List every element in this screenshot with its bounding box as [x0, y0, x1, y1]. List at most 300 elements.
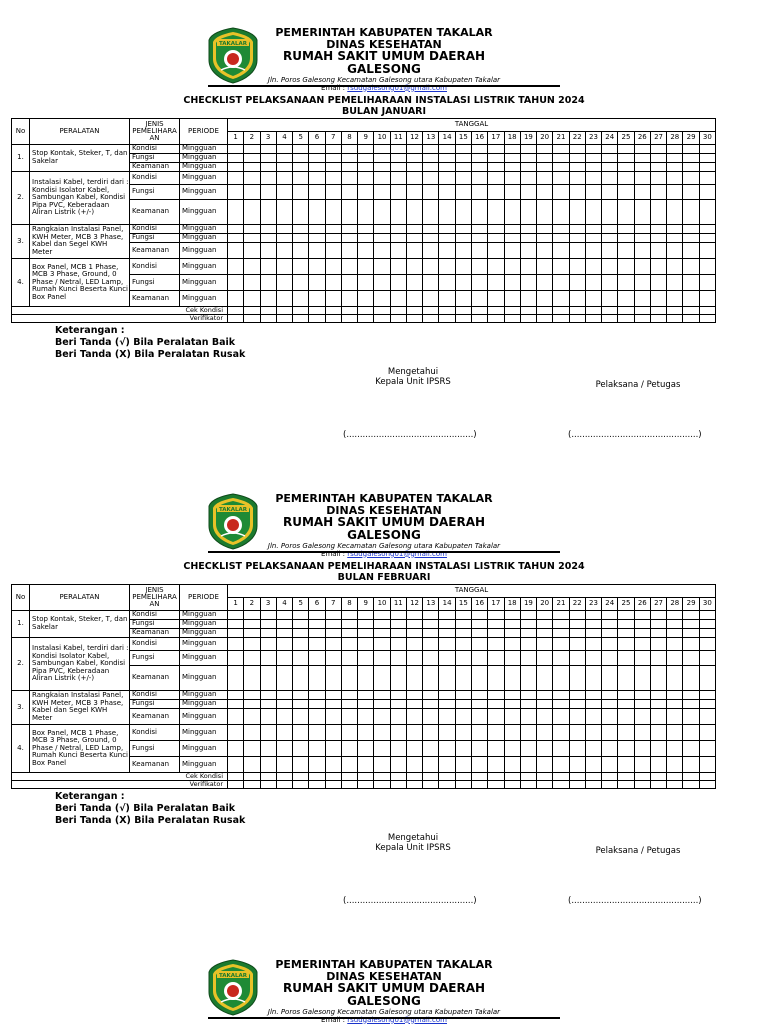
check-cell[interactable] — [699, 610, 715, 619]
check-cell[interactable] — [553, 637, 569, 650]
check-cell[interactable] — [228, 274, 244, 290]
check-cell[interactable] — [244, 699, 260, 708]
check-cell[interactable] — [699, 144, 715, 153]
check-cell[interactable] — [276, 724, 292, 740]
summary-cell[interactable] — [667, 772, 683, 780]
summary-cell[interactable] — [569, 772, 585, 780]
check-cell[interactable] — [618, 628, 634, 637]
check-cell[interactable] — [406, 637, 422, 650]
summary-cell[interactable] — [244, 306, 260, 314]
check-cell[interactable] — [585, 708, 601, 724]
check-cell[interactable] — [260, 724, 276, 740]
check-cell[interactable] — [228, 199, 244, 224]
check-cell[interactable] — [358, 740, 374, 756]
summary-cell[interactable] — [683, 306, 699, 314]
check-cell[interactable] — [585, 665, 601, 690]
check-cell[interactable] — [325, 233, 341, 242]
check-cell[interactable] — [439, 690, 455, 699]
check-cell[interactable] — [406, 650, 422, 665]
summary-cell[interactable] — [520, 772, 536, 780]
check-cell[interactable] — [488, 699, 504, 708]
check-cell[interactable] — [618, 242, 634, 258]
check-cell[interactable] — [699, 171, 715, 184]
check-cell[interactable] — [520, 199, 536, 224]
check-cell[interactable] — [520, 162, 536, 171]
check-cell[interactable] — [618, 708, 634, 724]
check-cell[interactable] — [390, 690, 406, 699]
check-cell[interactable] — [455, 290, 471, 306]
check-cell[interactable] — [634, 242, 650, 258]
check-cell[interactable] — [569, 224, 585, 233]
check-cell[interactable] — [699, 619, 715, 628]
check-cell[interactable] — [650, 650, 666, 665]
check-cell[interactable] — [423, 162, 439, 171]
check-cell[interactable] — [520, 274, 536, 290]
check-cell[interactable] — [504, 628, 520, 637]
check-cell[interactable] — [618, 153, 634, 162]
check-cell[interactable] — [439, 756, 455, 772]
check-cell[interactable] — [667, 699, 683, 708]
check-cell[interactable] — [228, 162, 244, 171]
check-cell[interactable] — [406, 184, 422, 199]
check-cell[interactable] — [667, 619, 683, 628]
check-cell[interactable] — [504, 242, 520, 258]
summary-cell[interactable] — [488, 772, 504, 780]
summary-cell[interactable] — [244, 772, 260, 780]
check-cell[interactable] — [585, 144, 601, 153]
check-cell[interactable] — [423, 184, 439, 199]
check-cell[interactable] — [276, 637, 292, 650]
check-cell[interactable] — [488, 724, 504, 740]
summary-cell[interactable] — [341, 772, 357, 780]
check-cell[interactable] — [341, 610, 357, 619]
check-cell[interactable] — [244, 619, 260, 628]
check-cell[interactable] — [325, 619, 341, 628]
check-cell[interactable] — [325, 637, 341, 650]
check-cell[interactable] — [537, 290, 553, 306]
check-cell[interactable] — [553, 224, 569, 233]
check-cell[interactable] — [341, 171, 357, 184]
check-cell[interactable] — [309, 708, 325, 724]
check-cell[interactable] — [260, 699, 276, 708]
check-cell[interactable] — [667, 274, 683, 290]
summary-cell[interactable] — [537, 306, 553, 314]
check-cell[interactable] — [569, 233, 585, 242]
summary-cell[interactable] — [423, 314, 439, 322]
check-cell[interactable] — [569, 637, 585, 650]
summary-cell[interactable] — [618, 314, 634, 322]
summary-cell[interactable] — [374, 780, 390, 788]
summary-cell[interactable] — [406, 772, 422, 780]
check-cell[interactable] — [439, 199, 455, 224]
check-cell[interactable] — [667, 628, 683, 637]
check-cell[interactable] — [634, 274, 650, 290]
check-cell[interactable] — [699, 740, 715, 756]
summary-cell[interactable] — [276, 306, 292, 314]
check-cell[interactable] — [341, 637, 357, 650]
check-cell[interactable] — [325, 740, 341, 756]
check-cell[interactable] — [634, 637, 650, 650]
check-cell[interactable] — [260, 690, 276, 699]
check-cell[interactable] — [667, 690, 683, 699]
check-cell[interactable] — [260, 610, 276, 619]
summary-cell[interactable] — [553, 772, 569, 780]
check-cell[interactable] — [228, 637, 244, 650]
check-cell[interactable] — [293, 162, 309, 171]
check-cell[interactable] — [602, 650, 618, 665]
check-cell[interactable] — [699, 242, 715, 258]
check-cell[interactable] — [553, 274, 569, 290]
check-cell[interactable] — [553, 690, 569, 699]
check-cell[interactable] — [569, 199, 585, 224]
check-cell[interactable] — [667, 144, 683, 153]
check-cell[interactable] — [325, 610, 341, 619]
check-cell[interactable] — [520, 258, 536, 274]
check-cell[interactable] — [585, 199, 601, 224]
check-cell[interactable] — [325, 184, 341, 199]
check-cell[interactable] — [683, 199, 699, 224]
check-cell[interactable] — [439, 242, 455, 258]
check-cell[interactable] — [520, 740, 536, 756]
check-cell[interactable] — [390, 290, 406, 306]
check-cell[interactable] — [244, 153, 260, 162]
check-cell[interactable] — [293, 610, 309, 619]
check-cell[interactable] — [618, 637, 634, 650]
check-cell[interactable] — [537, 610, 553, 619]
summary-cell[interactable] — [228, 772, 244, 780]
check-cell[interactable] — [455, 184, 471, 199]
check-cell[interactable] — [341, 274, 357, 290]
check-cell[interactable] — [244, 690, 260, 699]
check-cell[interactable] — [520, 756, 536, 772]
check-cell[interactable] — [699, 628, 715, 637]
check-cell[interactable] — [488, 628, 504, 637]
check-cell[interactable] — [667, 610, 683, 619]
check-cell[interactable] — [553, 610, 569, 619]
check-cell[interactable] — [618, 171, 634, 184]
summary-cell[interactable] — [390, 772, 406, 780]
check-cell[interactable] — [260, 162, 276, 171]
check-cell[interactable] — [455, 619, 471, 628]
check-cell[interactable] — [276, 242, 292, 258]
check-cell[interactable] — [699, 724, 715, 740]
summary-cell[interactable] — [569, 780, 585, 788]
check-cell[interactable] — [585, 242, 601, 258]
check-cell[interactable] — [602, 665, 618, 690]
check-cell[interactable] — [585, 153, 601, 162]
check-cell[interactable] — [585, 740, 601, 756]
check-cell[interactable] — [341, 242, 357, 258]
check-cell[interactable] — [228, 650, 244, 665]
summary-cell[interactable] — [309, 772, 325, 780]
check-cell[interactable] — [455, 242, 471, 258]
check-cell[interactable] — [585, 699, 601, 708]
check-cell[interactable] — [488, 258, 504, 274]
check-cell[interactable] — [504, 144, 520, 153]
check-cell[interactable] — [667, 233, 683, 242]
check-cell[interactable] — [569, 699, 585, 708]
check-cell[interactable] — [471, 199, 487, 224]
check-cell[interactable] — [504, 619, 520, 628]
check-cell[interactable] — [341, 699, 357, 708]
summary-cell[interactable] — [650, 780, 666, 788]
check-cell[interactable] — [667, 153, 683, 162]
check-cell[interactable] — [618, 610, 634, 619]
check-cell[interactable] — [650, 690, 666, 699]
check-cell[interactable] — [471, 756, 487, 772]
check-cell[interactable] — [471, 144, 487, 153]
check-cell[interactable] — [358, 184, 374, 199]
check-cell[interactable] — [325, 242, 341, 258]
check-cell[interactable] — [276, 224, 292, 233]
check-cell[interactable] — [520, 699, 536, 708]
summary-cell[interactable] — [439, 314, 455, 322]
check-cell[interactable] — [260, 708, 276, 724]
check-cell[interactable] — [244, 242, 260, 258]
check-cell[interactable] — [504, 233, 520, 242]
summary-cell[interactable] — [683, 780, 699, 788]
check-cell[interactable] — [667, 199, 683, 224]
check-cell[interactable] — [423, 699, 439, 708]
check-cell[interactable] — [537, 258, 553, 274]
check-cell[interactable] — [455, 258, 471, 274]
check-cell[interactable] — [488, 637, 504, 650]
summary-cell[interactable] — [618, 772, 634, 780]
check-cell[interactable] — [537, 619, 553, 628]
summary-cell[interactable] — [309, 780, 325, 788]
check-cell[interactable] — [260, 258, 276, 274]
check-cell[interactable] — [293, 699, 309, 708]
check-cell[interactable] — [439, 184, 455, 199]
check-cell[interactable] — [585, 184, 601, 199]
check-cell[interactable] — [455, 610, 471, 619]
check-cell[interactable] — [390, 184, 406, 199]
check-cell[interactable] — [276, 258, 292, 274]
check-cell[interactable] — [374, 199, 390, 224]
check-cell[interactable] — [309, 690, 325, 699]
check-cell[interactable] — [634, 199, 650, 224]
check-cell[interactable] — [602, 199, 618, 224]
check-cell[interactable] — [374, 699, 390, 708]
summary-cell[interactable] — [699, 780, 715, 788]
check-cell[interactable] — [293, 144, 309, 153]
check-cell[interactable] — [585, 628, 601, 637]
check-cell[interactable] — [244, 708, 260, 724]
summary-cell[interactable] — [602, 772, 618, 780]
check-cell[interactable] — [553, 233, 569, 242]
check-cell[interactable] — [423, 610, 439, 619]
check-cell[interactable] — [406, 144, 422, 153]
check-cell[interactable] — [276, 290, 292, 306]
summary-cell[interactable] — [634, 314, 650, 322]
check-cell[interactable] — [585, 690, 601, 699]
check-cell[interactable] — [406, 242, 422, 258]
check-cell[interactable] — [699, 708, 715, 724]
check-cell[interactable] — [553, 756, 569, 772]
check-cell[interactable] — [455, 233, 471, 242]
check-cell[interactable] — [244, 610, 260, 619]
check-cell[interactable] — [488, 740, 504, 756]
check-cell[interactable] — [553, 199, 569, 224]
check-cell[interactable] — [683, 162, 699, 171]
check-cell[interactable] — [683, 708, 699, 724]
check-cell[interactable] — [358, 242, 374, 258]
summary-cell[interactable] — [244, 314, 260, 322]
check-cell[interactable] — [406, 290, 422, 306]
summary-cell[interactable] — [650, 306, 666, 314]
check-cell[interactable] — [537, 242, 553, 258]
check-cell[interactable] — [423, 242, 439, 258]
check-cell[interactable] — [406, 162, 422, 171]
check-cell[interactable] — [667, 708, 683, 724]
check-cell[interactable] — [293, 153, 309, 162]
check-cell[interactable] — [423, 233, 439, 242]
check-cell[interactable] — [488, 619, 504, 628]
check-cell[interactable] — [423, 724, 439, 740]
check-cell[interactable] — [585, 637, 601, 650]
check-cell[interactable] — [358, 153, 374, 162]
check-cell[interactable] — [244, 171, 260, 184]
check-cell[interactable] — [341, 690, 357, 699]
check-cell[interactable] — [455, 637, 471, 650]
check-cell[interactable] — [520, 650, 536, 665]
check-cell[interactable] — [455, 224, 471, 233]
summary-cell[interactable] — [585, 772, 601, 780]
check-cell[interactable] — [650, 740, 666, 756]
check-cell[interactable] — [683, 756, 699, 772]
check-cell[interactable] — [439, 224, 455, 233]
check-cell[interactable] — [260, 650, 276, 665]
check-cell[interactable] — [683, 258, 699, 274]
check-cell[interactable] — [488, 290, 504, 306]
check-cell[interactable] — [520, 153, 536, 162]
check-cell[interactable] — [390, 144, 406, 153]
check-cell[interactable] — [341, 290, 357, 306]
summary-cell[interactable] — [650, 314, 666, 322]
check-cell[interactable] — [602, 153, 618, 162]
check-cell[interactable] — [439, 637, 455, 650]
summary-cell[interactable] — [650, 772, 666, 780]
check-cell[interactable] — [699, 690, 715, 699]
check-cell[interactable] — [471, 153, 487, 162]
check-cell[interactable] — [537, 650, 553, 665]
check-cell[interactable] — [325, 724, 341, 740]
check-cell[interactable] — [650, 708, 666, 724]
check-cell[interactable] — [309, 258, 325, 274]
check-cell[interactable] — [309, 650, 325, 665]
check-cell[interactable] — [602, 184, 618, 199]
check-cell[interactable] — [602, 690, 618, 699]
check-cell[interactable] — [228, 233, 244, 242]
check-cell[interactable] — [228, 724, 244, 740]
check-cell[interactable] — [455, 690, 471, 699]
check-cell[interactable] — [439, 740, 455, 756]
check-cell[interactable] — [390, 724, 406, 740]
summary-cell[interactable] — [325, 306, 341, 314]
check-cell[interactable] — [341, 619, 357, 628]
check-cell[interactable] — [358, 233, 374, 242]
check-cell[interactable] — [309, 199, 325, 224]
check-cell[interactable] — [471, 628, 487, 637]
check-cell[interactable] — [471, 274, 487, 290]
summary-cell[interactable] — [537, 772, 553, 780]
check-cell[interactable] — [520, 610, 536, 619]
check-cell[interactable] — [439, 171, 455, 184]
summary-cell[interactable] — [699, 306, 715, 314]
check-cell[interactable] — [537, 162, 553, 171]
check-cell[interactable] — [569, 708, 585, 724]
check-cell[interactable] — [293, 258, 309, 274]
check-cell[interactable] — [309, 153, 325, 162]
check-cell[interactable] — [537, 756, 553, 772]
check-cell[interactable] — [634, 756, 650, 772]
check-cell[interactable] — [471, 224, 487, 233]
check-cell[interactable] — [699, 199, 715, 224]
check-cell[interactable] — [634, 628, 650, 637]
check-cell[interactable] — [488, 690, 504, 699]
check-cell[interactable] — [471, 690, 487, 699]
check-cell[interactable] — [650, 258, 666, 274]
summary-cell[interactable] — [358, 772, 374, 780]
check-cell[interactable] — [699, 650, 715, 665]
check-cell[interactable] — [276, 619, 292, 628]
check-cell[interactable] — [341, 724, 357, 740]
check-cell[interactable] — [683, 144, 699, 153]
summary-cell[interactable] — [634, 306, 650, 314]
check-cell[interactable] — [471, 162, 487, 171]
check-cell[interactable] — [520, 290, 536, 306]
check-cell[interactable] — [683, 242, 699, 258]
check-cell[interactable] — [602, 740, 618, 756]
check-cell[interactable] — [455, 274, 471, 290]
check-cell[interactable] — [618, 290, 634, 306]
check-cell[interactable] — [520, 224, 536, 233]
summary-cell[interactable] — [439, 306, 455, 314]
check-cell[interactable] — [569, 290, 585, 306]
summary-cell[interactable] — [228, 780, 244, 788]
summary-cell[interactable] — [553, 780, 569, 788]
check-cell[interactable] — [358, 650, 374, 665]
check-cell[interactable] — [553, 740, 569, 756]
check-cell[interactable] — [309, 628, 325, 637]
check-cell[interactable] — [585, 650, 601, 665]
check-cell[interactable] — [618, 724, 634, 740]
summary-cell[interactable] — [325, 314, 341, 322]
check-cell[interactable] — [358, 610, 374, 619]
summary-cell[interactable] — [520, 780, 536, 788]
check-cell[interactable] — [244, 665, 260, 690]
summary-cell[interactable] — [390, 314, 406, 322]
check-cell[interactable] — [699, 637, 715, 650]
check-cell[interactable] — [260, 628, 276, 637]
check-cell[interactable] — [374, 637, 390, 650]
check-cell[interactable] — [374, 610, 390, 619]
summary-cell[interactable] — [667, 306, 683, 314]
summary-cell[interactable] — [455, 314, 471, 322]
check-cell[interactable] — [553, 171, 569, 184]
check-cell[interactable] — [455, 162, 471, 171]
check-cell[interactable] — [504, 290, 520, 306]
check-cell[interactable] — [488, 233, 504, 242]
check-cell[interactable] — [504, 708, 520, 724]
check-cell[interactable] — [650, 619, 666, 628]
check-cell[interactable] — [325, 162, 341, 171]
check-cell[interactable] — [293, 740, 309, 756]
check-cell[interactable] — [228, 290, 244, 306]
summary-cell[interactable] — [504, 780, 520, 788]
check-cell[interactable] — [602, 233, 618, 242]
check-cell[interactable] — [358, 619, 374, 628]
